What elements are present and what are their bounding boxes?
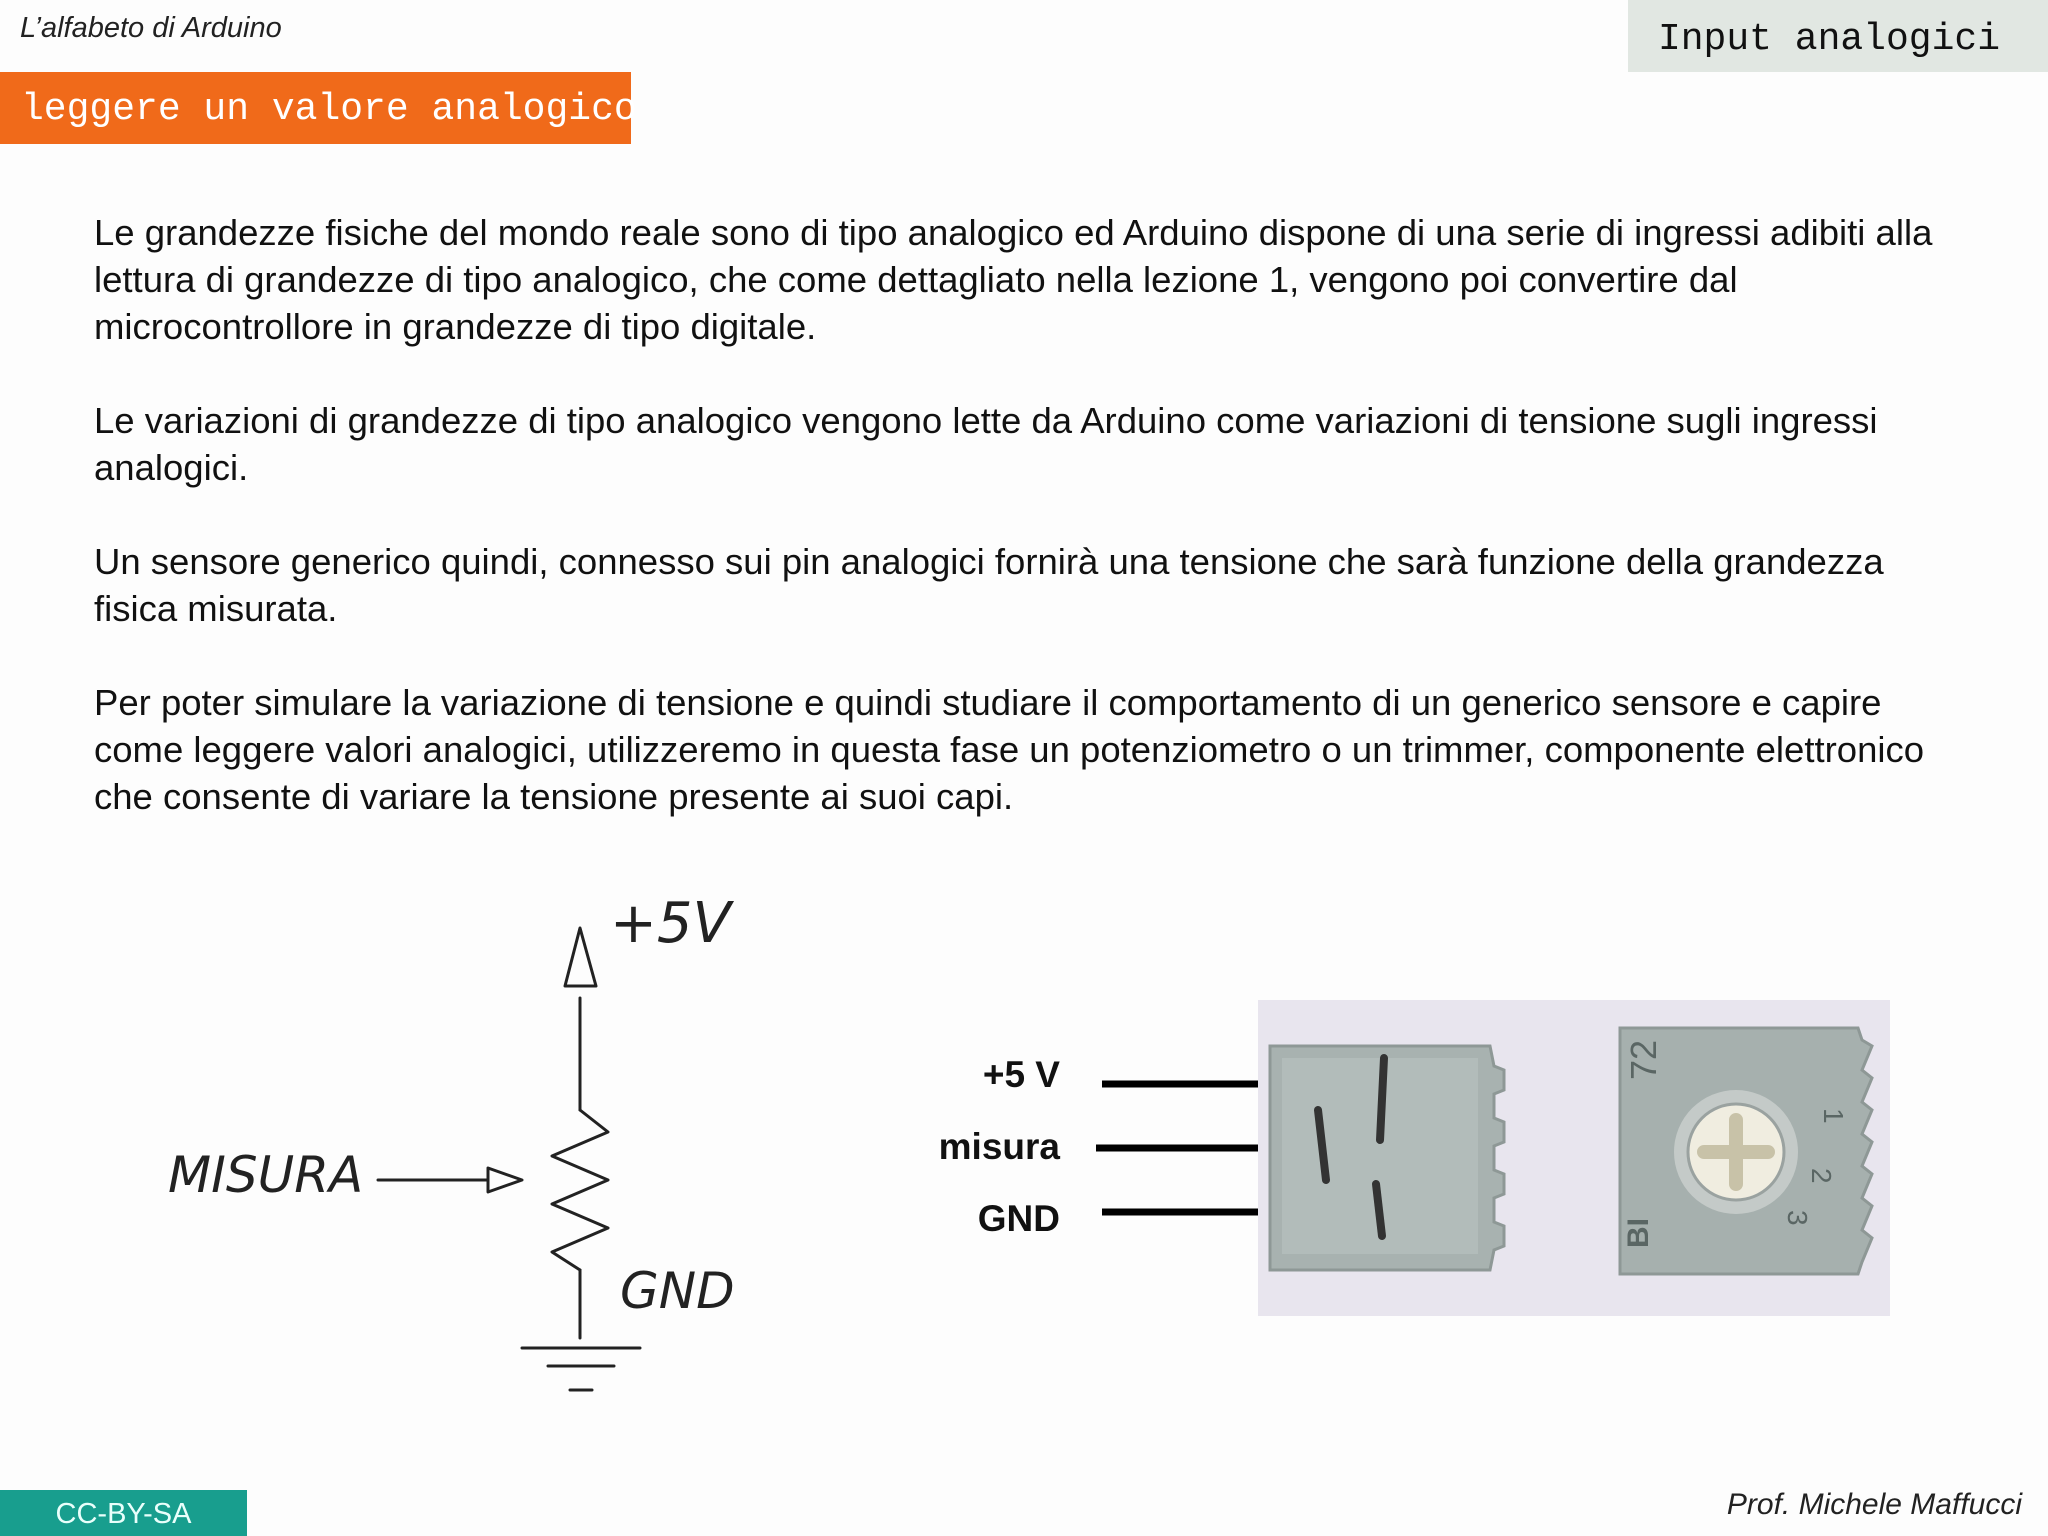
- trimmer-photo: [1258, 1000, 1890, 1316]
- topic-box: [1628, 0, 2048, 72]
- pin-label-supply: +5 V: [982, 1054, 1060, 1095]
- resistor-icon: [552, 1110, 608, 1270]
- book-title: L’alfabeto di Arduino: [20, 12, 282, 44]
- paragraph: Le variazioni di grandezze di tipo analogico vengono lette da Arduino come variazioni di tensione sugli ingressi analogici.: [94, 400, 1878, 488]
- wiper-label: MISURA: [168, 1146, 364, 1204]
- paragraph: Un sensore generico quindi, connesso sui pin analogici fornirà una tensione che sarà funzione della grandezza fisica misurata.: [94, 541, 1884, 629]
- supply-label: +5V: [610, 891, 731, 956]
- dial-digit: 1: [1818, 1108, 1849, 1124]
- dial-digit: 2: [1806, 1168, 1837, 1184]
- pin-icon: [1380, 1058, 1384, 1140]
- license-badge: [0, 1490, 247, 1536]
- section-title: leggere un valore analogico: [21, 88, 637, 131]
- pin-label-ground: GND: [977, 1198, 1060, 1239]
- section-banner: [0, 72, 637, 144]
- paragraph: Per poter simulare la variazione di tensione e quindi studiare il comportamento di un generico sensore e capire come leggere valori analogici, utilizzeremo in questa fase un potenziometro o un trimmer, componente elettronico che consente di variare la tensione presente ai suoi capi.: [94, 682, 1925, 817]
- pin-label-wiper: misura: [938, 1126, 1060, 1167]
- paragraph: Le grandezze fisiche del mondo reale sono di tipo analogico ed Arduino dispone di una serie di ingressi adibiti alla lettura di grandezze di tipo analogico, che come dettagliato nella lezione 1, vengono poi convertire dal microcontrollore in grandezze di tipo digitale.: [94, 212, 1933, 347]
- license-text: CC-BY-SA: [55, 1498, 192, 1530]
- author-name: Prof. Michele Maffucci: [1726, 1488, 2022, 1521]
- wiper-arrow-icon: [488, 1168, 522, 1192]
- brand-logo: BI: [1622, 1218, 1655, 1248]
- ground-icon: [522, 1348, 640, 1390]
- topic-title: Input analogici: [1657, 18, 2000, 61]
- body-text: [94, 209, 1974, 867]
- trimmer-marking: 72: [1623, 1039, 1664, 1080]
- dial-digit: 3: [1782, 1210, 1813, 1226]
- supply-arrow-icon: [565, 928, 596, 986]
- potentiometer-schematic: [150, 870, 790, 1410]
- ground-label: GND: [620, 1262, 735, 1320]
